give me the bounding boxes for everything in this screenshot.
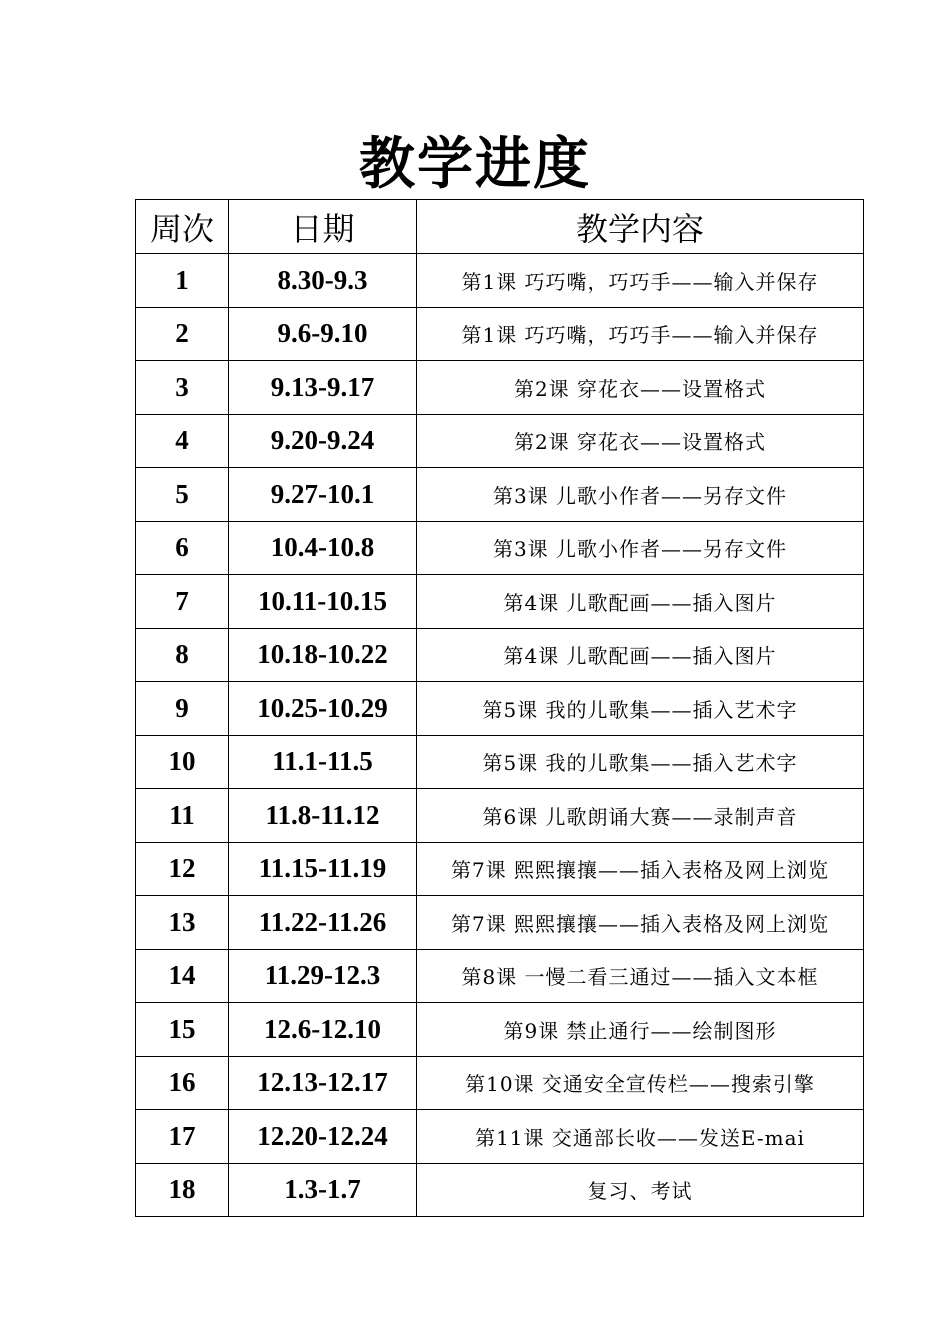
table-row <box>136 521 864 575</box>
week-cell: 2 <box>136 307 229 361</box>
content-cell: 第1课 巧巧嘴，巧巧手——输入并保存 <box>417 254 864 308</box>
date-cell: 11.8-11.12 <box>229 789 417 843</box>
week-cell: 12 <box>136 842 229 896</box>
header-week: 周次 <box>136 200 229 254</box>
date-cell: 10.11-10.15 <box>229 575 417 629</box>
date-cell: 9.27-10.1 <box>229 468 417 522</box>
week-cell: 17 <box>136 1110 229 1164</box>
table-row <box>136 896 864 950</box>
content-cell: 第4课 儿歌配画——插入图片 <box>417 628 864 682</box>
table-row <box>136 1163 864 1217</box>
date-cell: 11.15-11.19 <box>229 842 417 896</box>
content-cell: 第5课 我的儿歌集——插入艺术字 <box>417 682 864 736</box>
week-cell: 11 <box>136 789 229 843</box>
content-cell: 第11课 交通部长收——发送E-mai <box>417 1110 864 1164</box>
table-row <box>136 575 864 629</box>
table-row <box>136 1003 864 1057</box>
date-cell: 11.1-11.5 <box>229 735 417 789</box>
week-cell: 1 <box>136 254 229 308</box>
week-cell: 9 <box>136 682 229 736</box>
table-row <box>136 361 864 415</box>
date-cell: 12.13-12.17 <box>229 1056 417 1110</box>
date-cell: 10.25-10.29 <box>229 682 417 736</box>
content-cell: 复习、考试 <box>417 1163 864 1217</box>
content-cell: 第1课 巧巧嘴，巧巧手——输入并保存 <box>417 307 864 361</box>
week-cell: 3 <box>136 361 229 415</box>
week-cell: 4 <box>136 414 229 468</box>
table-row <box>136 1110 864 1164</box>
date-cell: 12.6-12.10 <box>229 1003 417 1057</box>
content-cell: 第5课 我的儿歌集——插入艺术字 <box>417 735 864 789</box>
date-cell: 11.29-12.3 <box>229 949 417 1003</box>
table-row <box>136 682 864 736</box>
content-cell: 第6课 儿歌朗诵大赛——录制声音 <box>417 789 864 843</box>
content-cell: 第4课 儿歌配画——插入图片 <box>417 575 864 629</box>
week-cell: 8 <box>136 628 229 682</box>
content-cell: 第7课 熙熙攘攘——插入表格及网上浏览 <box>417 842 864 896</box>
content-cell: 第3课 儿歌小作者——另存文件 <box>417 468 864 522</box>
content-cell: 第8课 一慢二看三通过——插入文本框 <box>417 949 864 1003</box>
table-row <box>136 842 864 896</box>
date-cell: 11.22-11.26 <box>229 896 417 950</box>
week-cell: 13 <box>136 896 229 950</box>
table-row <box>136 307 864 361</box>
table-row <box>136 1056 864 1110</box>
content-cell: 第3课 儿歌小作者——另存文件 <box>417 521 864 575</box>
content-cell: 第9课 禁止通行——绘制图形 <box>417 1003 864 1057</box>
table-row <box>136 628 864 682</box>
content-cell: 第2课 穿花衣——设置格式 <box>417 414 864 468</box>
table-row <box>136 468 864 522</box>
date-cell: 9.13-9.17 <box>229 361 417 415</box>
week-cell: 6 <box>136 521 229 575</box>
week-cell: 10 <box>136 735 229 789</box>
week-cell: 18 <box>136 1163 229 1217</box>
week-cell: 15 <box>136 1003 229 1057</box>
table-header-row <box>136 200 864 254</box>
header-date: 日期 <box>229 200 417 254</box>
page-title: 教学进度 <box>359 131 591 197</box>
header-content: 教学内容 <box>417 200 864 254</box>
week-cell: 16 <box>136 1056 229 1110</box>
date-cell: 8.30-9.3 <box>229 254 417 308</box>
schedule-table <box>135 199 864 1217</box>
date-cell: 10.18-10.22 <box>229 628 417 682</box>
date-cell: 10.4-10.8 <box>229 521 417 575</box>
week-cell: 5 <box>136 468 229 522</box>
content-cell: 第7课 熙熙攘攘——插入表格及网上浏览 <box>417 896 864 950</box>
date-cell: 9.20-9.24 <box>229 414 417 468</box>
week-cell: 14 <box>136 949 229 1003</box>
table-row <box>136 254 864 308</box>
table-row <box>136 735 864 789</box>
date-cell: 1.3-1.7 <box>229 1163 417 1217</box>
content-cell: 第2课 穿花衣——设置格式 <box>417 361 864 415</box>
date-cell: 9.6-9.10 <box>229 307 417 361</box>
table-row <box>136 949 864 1003</box>
week-cell: 7 <box>136 575 229 629</box>
content-cell: 第10课 交通安全宣传栏——搜索引擎 <box>417 1056 864 1110</box>
date-cell: 12.20-12.24 <box>229 1110 417 1164</box>
table-row <box>136 789 864 843</box>
table-row <box>136 414 864 468</box>
